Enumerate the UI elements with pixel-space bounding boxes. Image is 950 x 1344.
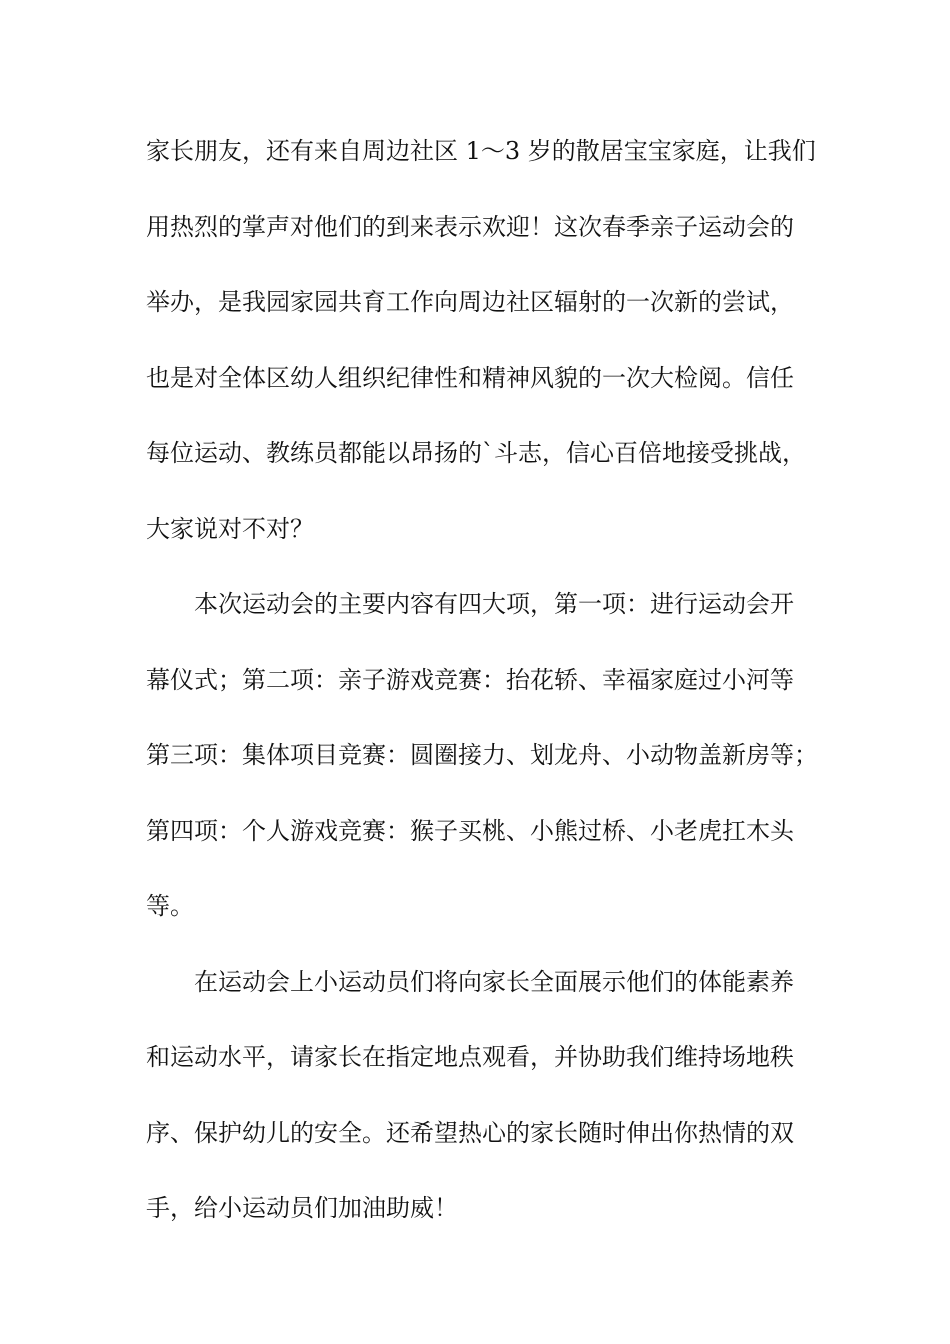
text-line: 本次运动会的主要内容有四大项，第一项：进行运动会开 — [194, 590, 794, 618]
text-line: 大家说对不对？ — [146, 514, 314, 543]
paragraph-2 — [146, 581, 816, 959]
text-line: 也是对全体区幼人组织纪律性和精神风貌的一次大检阅。信任 — [146, 363, 794, 392]
text-line: 手，给小运动员们加油助威！ — [146, 1194, 458, 1222]
text-line: 用热烈的掌声对他们的到来表示欢迎！这次春季亲子运动会的 — [146, 212, 794, 241]
paragraph-1 — [146, 128, 816, 581]
text-line: 等。 — [146, 892, 194, 920]
text-line: 和运动水平，请家长在指定地点观看，并协助我们维持场地秩 — [146, 1043, 794, 1071]
text-line: 序、保护幼儿的安全。还希望热心的家长随时伸出你热情的双 — [146, 1118, 794, 1147]
text-line: 举办，是我园家园共育工作向周边社区辐射的一次新的尝试， — [146, 288, 794, 316]
text-line: 第四项：个人游戏竞赛：猴子买桃、小熊过桥、小老虎扛木头 — [146, 816, 794, 845]
text-line: 在运动会上小运动员们将向家长全面展示他们的体能素养 — [194, 967, 794, 996]
document-body — [146, 128, 816, 1261]
text-line: 每位运动、教练员都能以昂扬的`斗志，信心百倍地接受挑战， — [146, 439, 806, 467]
text-line: 家长朋友，还有来自周边社区 1～3 岁的散居宝宝家庭，让我们 — [146, 137, 816, 165]
paragraph-3 — [146, 959, 816, 1261]
text-line: 第三项：集体项目竞赛：圆圈接力、划龙舟、小动物盖新房等； — [146, 741, 818, 769]
text-line: 幕仪式；第二项：亲子游戏竞赛：抬花轿、幸福家庭过小河等 — [146, 665, 794, 694]
